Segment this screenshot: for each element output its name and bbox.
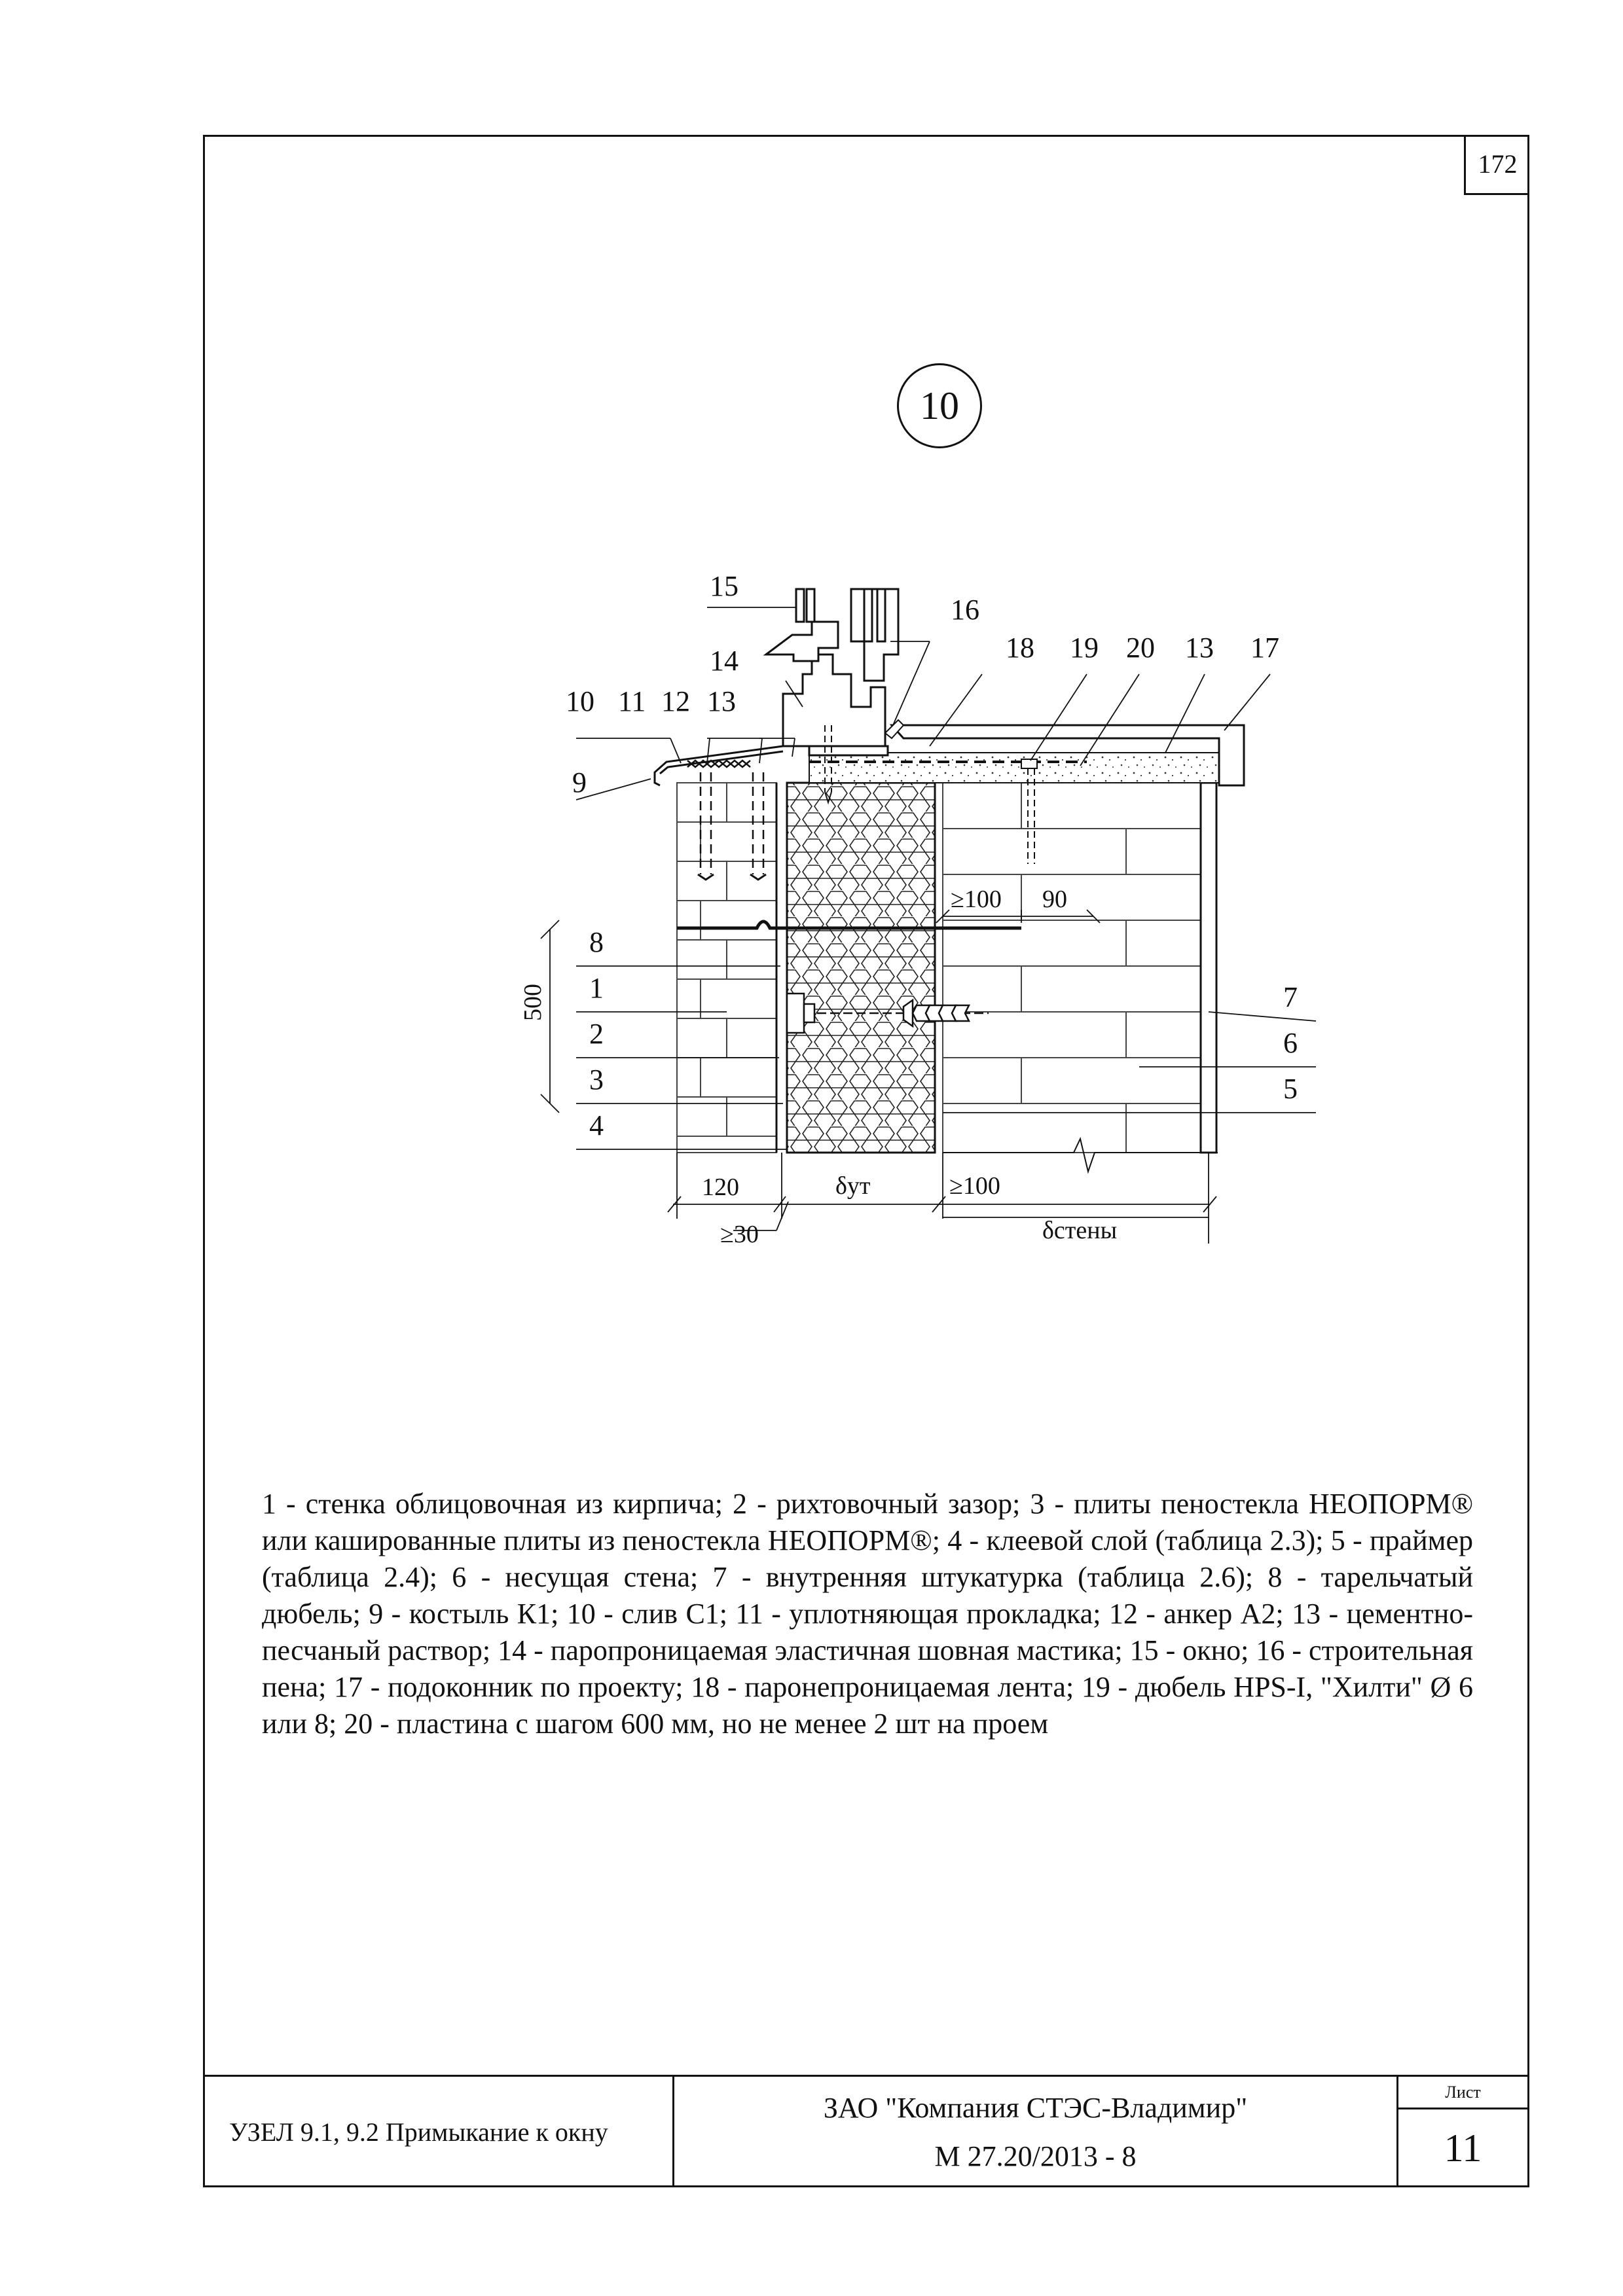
dim-100-bottom: ≥100: [949, 1172, 1000, 1200]
internal-plaster: [1201, 783, 1216, 1153]
callout-4: 4: [589, 1109, 604, 1141]
foam-glass-insulation: [787, 783, 935, 1153]
callout-10: 10: [566, 685, 594, 717]
sheet-top-number: 172: [1464, 135, 1529, 195]
facing-brick-wall: [677, 783, 776, 1153]
callout-13-left: 13: [707, 685, 736, 717]
break-line: [943, 1139, 1218, 1172]
sheet-number: 11: [1444, 2126, 1482, 2170]
callout-5: 5: [1283, 1073, 1298, 1105]
title-center: [674, 2077, 1398, 2187]
callout-8: 8: [589, 926, 604, 958]
callout-17: 17: [1250, 632, 1279, 664]
dim-500: 500: [519, 984, 547, 1021]
dim-insulation-thickness: δут: [835, 1172, 871, 1200]
callout-18: 18: [1006, 632, 1034, 664]
callout-1: 1: [589, 972, 604, 1004]
callout-19: 19: [1070, 632, 1099, 664]
sheet-label: Лист: [1398, 2077, 1527, 2109]
callout-3: 3: [589, 1064, 604, 1096]
callout-16: 16: [951, 594, 979, 626]
node-title: УЗЕЛ 9.1, 9.2 Примыкание к окну: [203, 2077, 674, 2187]
callout-12: 12: [661, 685, 690, 717]
legend-text: 1 - стенка облицовочная из кирпича; 2 - рихтовочный зазор; 3 - плиты пеностекла НЕОПОРМ® или кашированные плиты из пеностекла НЕОПОРМ®; 4 - клеевой слой (таблица 2.3); 5 - праймер (таблица 2.4); 6 - несущая стена; 7 - внутренняя штукатурка (таблица 2.6); 8 - тарельчатый дюбель; 9 - костыль К1; 10 - слив С1; 11 - уплотняющая прокладка; 12 - анкер А2; 13 - цементно-песчаный раствор; 14 - паропроницаемая эластичная шовная мастика; 15 - окно; 16 - строительная пена; 17 - подоконник по проекту; 18 - паронепроницаемая лента; 19 - дюбель HPS-I, "Хилти" Ø 6 или 8; 20 - пластина с шагом 600 мм, но не менее 2 шт на проем: [262, 1488, 1473, 1740]
node-number-circle: 10: [897, 363, 982, 448]
company-name: ЗАО "Компания СТЭС-Владимир": [823, 2092, 1248, 2124]
callout-13-right: 13: [1185, 632, 1214, 664]
dim-90: 90: [1042, 886, 1067, 913]
callout-2: 2: [589, 1018, 604, 1050]
callout-11: 11: [618, 685, 646, 717]
callout-9: 9: [572, 766, 587, 798]
sheet-cell: [1398, 2077, 1529, 2187]
dim-30: ≥30: [720, 1221, 759, 1248]
callout-15: 15: [710, 570, 739, 602]
title-block: [203, 2075, 1529, 2187]
load-bearing-wall: [943, 783, 1201, 1153]
callout-6: 6: [1283, 1027, 1298, 1059]
dim-120: 120: [702, 1174, 739, 1201]
drip-anchor-dowels: [698, 772, 766, 880]
dim-100-top: ≥100: [951, 886, 1002, 913]
callout-14: 14: [710, 645, 739, 677]
callout-7: 7: [1283, 981, 1298, 1013]
dim-wall-thickness: δстены: [1042, 1217, 1118, 1244]
callout-20: 20: [1126, 632, 1155, 664]
document-code: М 27.20/2013 - 8: [934, 2140, 1137, 2172]
